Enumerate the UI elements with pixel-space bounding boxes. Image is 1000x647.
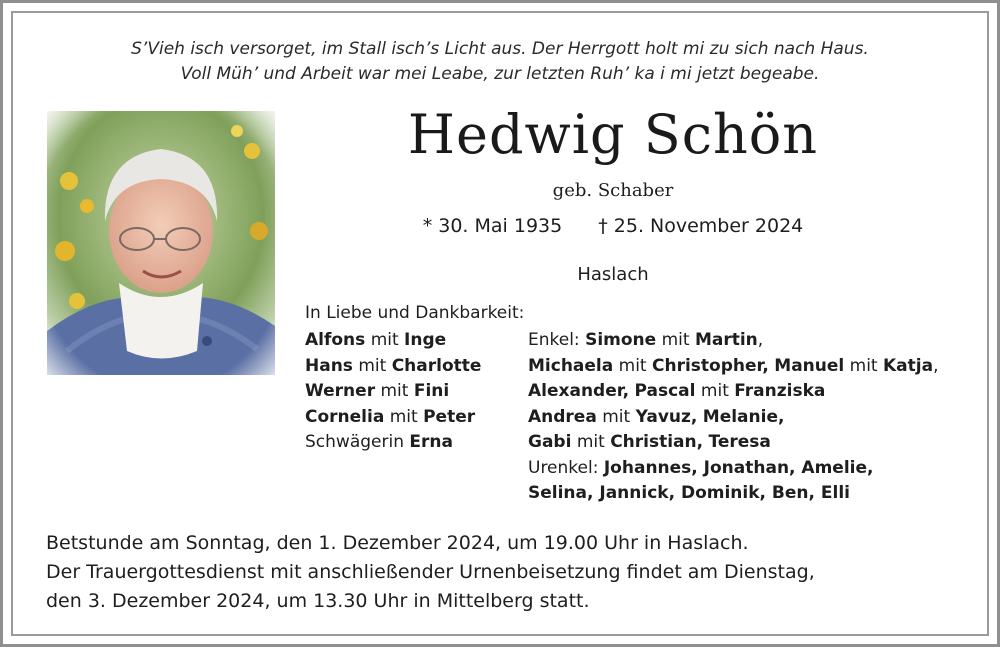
prayer-hour-line: Betstunde am Sonntag, den 1. Dezember 2024, um 19.00 Uhr in Haslach. xyxy=(46,532,749,554)
list-item: Andrea mit Yavuz, Melanie, xyxy=(528,406,785,427)
list-item: Alfons mit Inge xyxy=(305,330,447,350)
verse-line-1: S’Vieh isch versorget, im Stall isch’s Licht aus. Der Herrgott holt mi zu sich nach Haus. xyxy=(131,39,869,59)
list-item: Urenkel: Johannes, Jonathan, Amelie, xyxy=(528,457,874,478)
birth-name: geb. Schaber xyxy=(552,180,674,201)
service-info xyxy=(46,529,815,616)
list-item: Schwägerin Erna xyxy=(305,432,453,452)
list-item: Michaela mit Christopher, Manuel mit Katja, xyxy=(528,355,939,376)
death-date: † 25. November 2024 xyxy=(598,215,804,237)
portrait-photo xyxy=(47,111,275,375)
funeral-date-line: den 3. Dezember 2024, um 13.30 Uhr in Mittelberg statt. xyxy=(46,590,590,612)
funeral-service-line: Der Trauergottesdienst mit anschließender Urnenbeisetzung findet am Dienstag, xyxy=(46,561,815,583)
list-item: Enkel: Simone mit Martin, xyxy=(528,330,764,350)
list-item: Selina, Jannick, Dominik, Ben, Elli xyxy=(528,483,850,503)
grandchildren-column xyxy=(528,328,938,507)
verse xyxy=(3,37,997,87)
verse-line-2: Voll Müh’ und Arbeit war mei Leabe, zur letzten Ruh’ ka i mi jetzt begeabe. xyxy=(180,64,820,84)
residence-place: Haslach xyxy=(577,264,649,285)
children-column xyxy=(305,328,481,456)
deceased-name: Hedwig Schön xyxy=(407,103,819,166)
list-item: Gabi mit Christian, Teresa xyxy=(528,432,771,452)
mourners-intro: In Liebe und Dankbarkeit: xyxy=(305,303,525,323)
list-item: Cornelia mit Peter xyxy=(305,406,476,427)
portrait-image xyxy=(47,111,275,375)
list-item: Hans mit Charlotte xyxy=(305,355,482,376)
life-dates xyxy=(303,212,923,240)
birth-date: * 30. Mai 1935 xyxy=(422,215,563,237)
list-item: Alexander, Pascal mit Franziska xyxy=(528,381,826,401)
list-item: Werner mit Fini xyxy=(305,381,450,401)
